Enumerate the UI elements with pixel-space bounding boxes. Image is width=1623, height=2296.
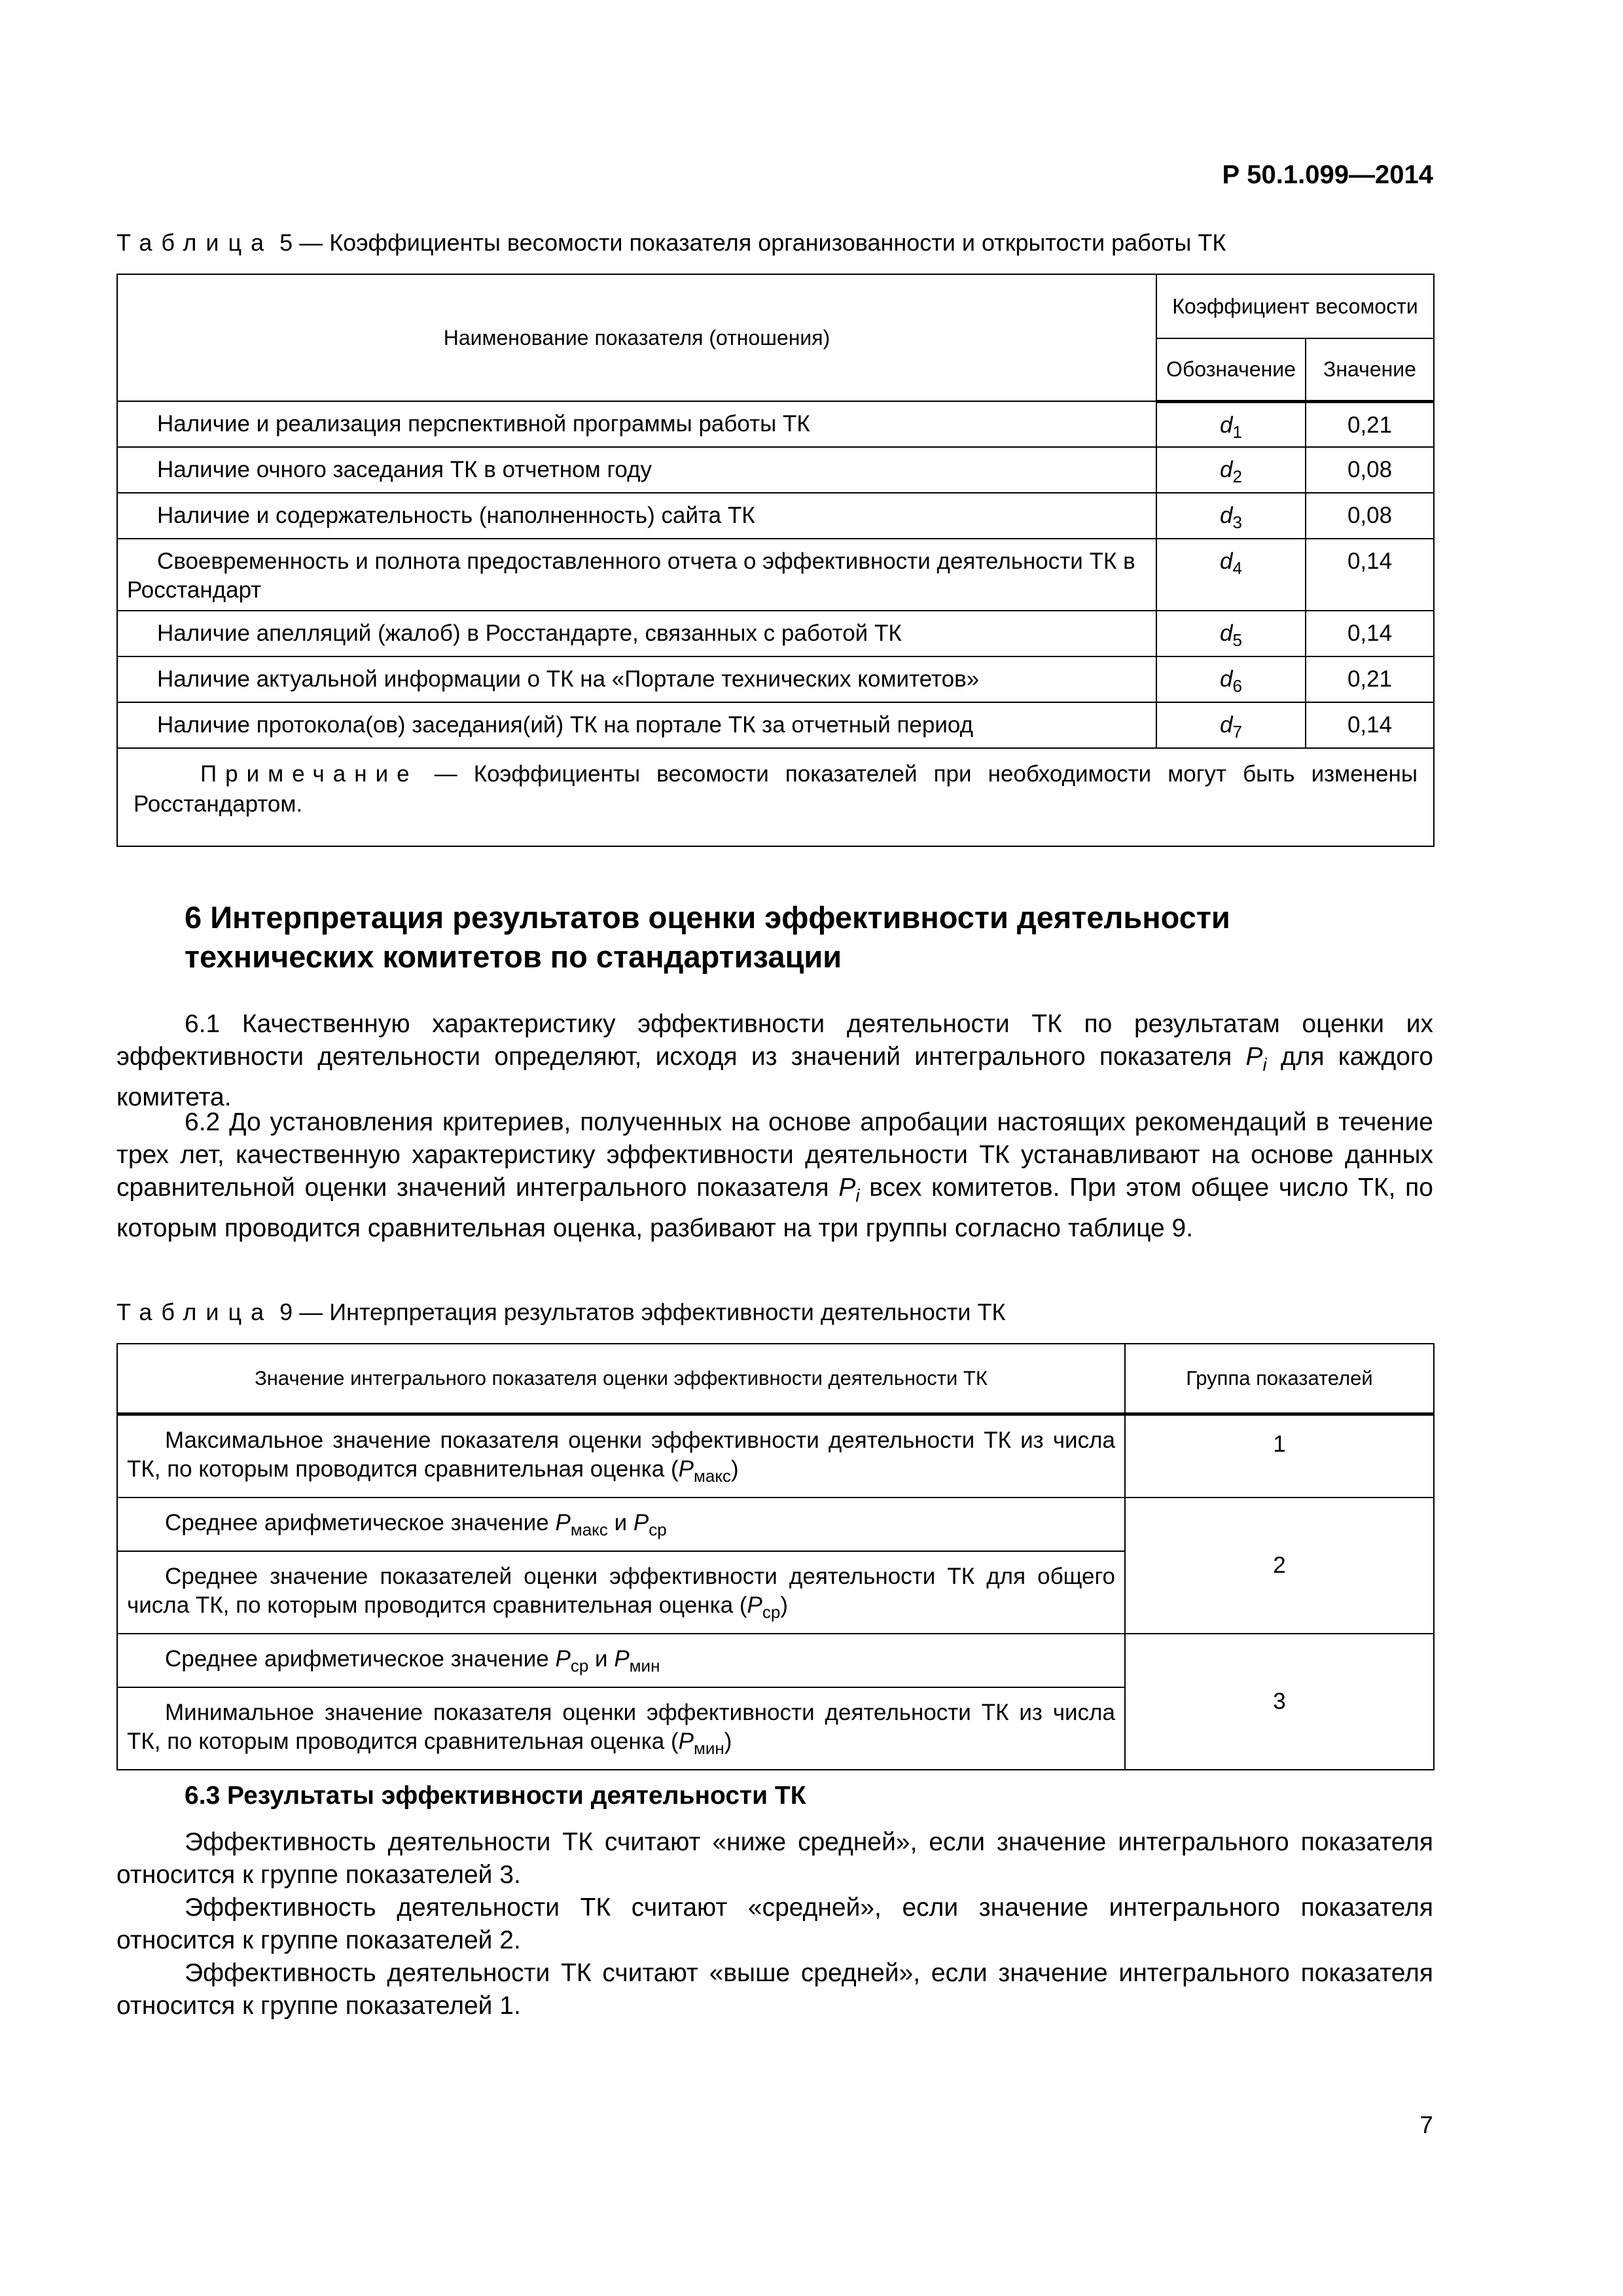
paragraph-6-3-2: Эффективность деятельности ТК считают «средней», если значение интегрального показателя относится к группе показателей 2. <box>116 1893 1433 1954</box>
table-row <box>117 1634 1434 1687</box>
indicator-symbol: $d_5$ <box>1156 611 1306 656</box>
value-description: Среднее арифметическое значение $P_{ср}$ и $P_{мин}$ <box>117 1634 1125 1687</box>
indicator-name: Своевременность и полнота предоставленного отчета о эффективности деятельности ТК в Росстандарт <box>127 548 1135 603</box>
paragraph-6-2: 6.2 До установления критериев, полученных на основе апробации настоящих рекомендаций в течение трех лет, качественную характеристику эффективности деятельности ТК устанавливают на основе данных сравнительной оценки значений интегрального показателя $P_i$ всех комитетов. При этом общее число ТК, по которым проводится сравнительная оценка, разбивают на три группы согласно таблице 9. <box>116 1108 1433 1242</box>
indicator-name: Наличие апелляций (жалоб) в Росстандарте, связанных с работой ТК <box>157 620 902 646</box>
indicator-symbol: $d_7$ <box>1156 702 1306 748</box>
table-row <box>117 539 1434 611</box>
indicator-value: 0,08 <box>1306 493 1434 539</box>
indicator-symbol: $d_3$ <box>1156 493 1306 539</box>
indicator-name: Наличие очного заседания ТК в отчетном году <box>157 457 652 482</box>
indicator-symbol: $d_1$ <box>1156 401 1306 447</box>
table-row <box>117 1498 1434 1551</box>
paragraph-6-3-1: Эффективность деятельности ТК считают «ниже средней», если значение интегрального показателя относится к группе показателей 3. <box>116 1828 1433 1889</box>
table5-caption-label: Таблица <box>116 229 274 256</box>
table-row <box>117 702 1434 748</box>
table-row <box>117 1414 1434 1498</box>
table-row <box>117 656 1434 702</box>
value-description: Минимальное значение показателя оценки эффективности деятельности ТК из числа ТК, по которым проводится сравнительная оценка $(P_{мин})$ <box>117 1687 1125 1770</box>
table9-caption-text: 9 — Интерпретация результатов эффективности деятельности ТК <box>279 1299 1006 1325</box>
table-row <box>117 493 1434 539</box>
table5-caption <box>116 229 1226 257</box>
indicator-value: 0,08 <box>1306 447 1434 493</box>
value-description: Среднее значение показателей оценки эффективности деятельности ТК для общего числа ТК, по которым проводится сравнительная оценка $(P_{ср})$ <box>117 1551 1125 1634</box>
table5-header-value: Значение <box>1306 338 1434 401</box>
table-row <box>117 611 1434 656</box>
table9-header-value: Значение интегрального показателя оценки эффективности деятельности ТК <box>117 1344 1125 1414</box>
section-6-title: 6 Интерпретация результатов оценки эффективности деятельности технических комитетов по стандартизации <box>185 900 1230 974</box>
indicator-symbol: $d_4$ <box>1156 539 1306 611</box>
indicator-name: Наличие и содержательность (наполненность) сайта ТК <box>157 503 755 528</box>
indicator-symbol: $d_6$ <box>1156 656 1306 702</box>
coefficients-table <box>116 274 1435 847</box>
indicator-symbol: $d_2$ <box>1156 447 1306 493</box>
indicator-name: Наличие актуальной информации о ТК на «Портале технических комитетов» <box>157 666 980 692</box>
interpretation-table <box>116 1343 1435 1770</box>
table5-caption-text: 5 — Коэффициенты весомости показателя организованности и открытости работы ТК <box>279 229 1226 256</box>
group-number: 3 <box>1125 1634 1434 1770</box>
indicator-value: 0,14 <box>1306 702 1434 748</box>
paragraph-6-3-3: Эффективность деятельности ТК считают «выше средней», если значение интегрального показателя относится к группе показателей 1. <box>116 1959 1433 2020</box>
document-code: Р 50.1.099—2014 <box>1222 160 1433 189</box>
table5-header-coef: Коэффициент весомости <box>1156 274 1434 338</box>
group-number: 1 <box>1125 1414 1434 1498</box>
indicator-name: Наличие и реализация перспективной программы работы ТК <box>157 411 810 437</box>
group-number: 2 <box>1125 1498 1434 1634</box>
value-description: Среднее арифметическое значение $P_{макс}$ и $P_{ср}$ <box>117 1498 1125 1551</box>
table5-header-symbol: Обозначение <box>1156 338 1306 401</box>
table9-caption-label: Таблица <box>116 1299 274 1325</box>
table-row <box>117 447 1434 493</box>
indicator-value: 0,21 <box>1306 656 1434 702</box>
indicator-value: 0,14 <box>1306 611 1434 656</box>
table9-caption <box>116 1299 1005 1326</box>
value-description: Максимальное значение показателя оценки эффективности деятельности ТК из числа ТК, по которым проводится сравнительная оценка $(P_{макс})$ <box>117 1414 1125 1498</box>
paragraph-6-1: 6.1 Качественную характеристику эффективности деятельности ТК по результатам оценки их эффективности деятельности определяют, исходя из значений интегрального показателя $P_i$ для каждого комитета. <box>116 1010 1433 1111</box>
section-6-3-title: 6.3 Результаты эффективности деятельности ТК <box>185 1782 806 1810</box>
note-text: — Коэффициенты весомости показателей при необходимости могут быть изменены Росстандартом. <box>134 761 1418 817</box>
indicator-value: 0,14 <box>1306 539 1434 611</box>
table-row <box>117 401 1434 447</box>
page-number: 7 <box>1419 2111 1433 2138</box>
note-label: Примечание <box>200 761 418 787</box>
table5-note <box>117 748 1434 846</box>
indicator-name: Наличие протокола(ов) заседания(ий) ТК на портале ТК за отчетный период <box>157 712 974 738</box>
indicator-value: 0,21 <box>1306 401 1434 447</box>
table5-header-name: Наименование показателя (отношения) <box>117 274 1156 401</box>
table9-header-group: Группа показателей <box>1125 1344 1434 1414</box>
